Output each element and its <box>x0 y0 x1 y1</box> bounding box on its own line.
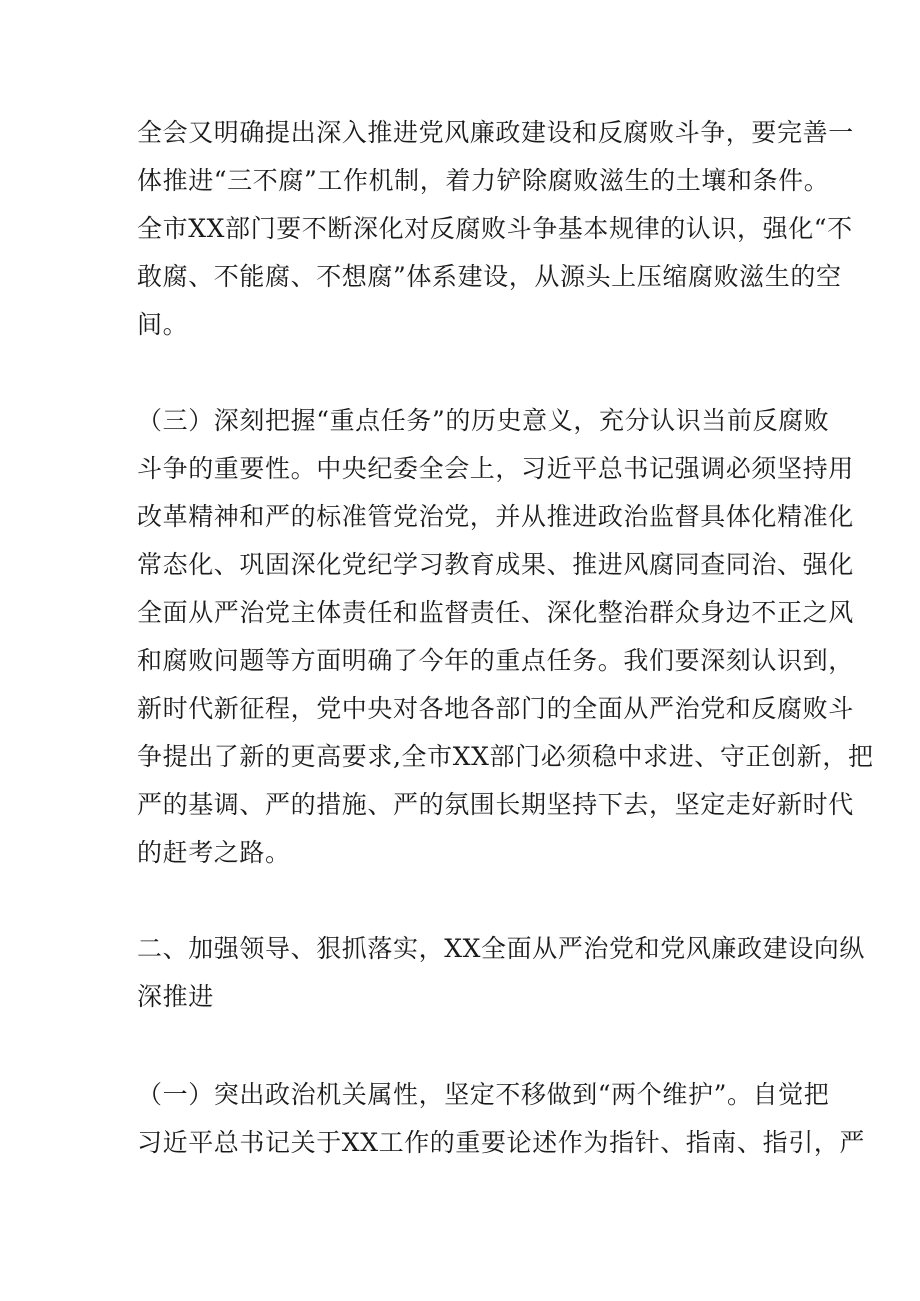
paragraph-3-line-1: （一）突出政治机关属性，坚定不移做到“两个维护”。自觉把 <box>137 1080 830 1109</box>
paragraph-2-line-6: 和腐败问题等方面明确了今年的重点任务。我们要深刻认识到， <box>137 646 854 675</box>
paragraph-2-line-2: 斗争的重要性。中央纪委全会上，习近平总书记强调必须坚持用 <box>137 454 854 483</box>
paragraph-1-line-3: 全市XX部门要不断深化对反腐败斗争基本规律的认识，强化“不 <box>137 214 853 243</box>
paragraph-2-line-10: 的赶考之路。 <box>137 838 291 867</box>
paragraph-1-line-1: 全会又明确提出深入推进党风廉政建设和反腐败斗争，要完善一 <box>137 118 854 147</box>
section-heading-line-1: 二、加强领导、狠抓落实，XX全面从严治党和党风廉政建设向纵 <box>137 934 865 963</box>
section-heading-line-2: 深推进 <box>137 982 214 1011</box>
paragraph-1-line-2: 体推进“三不腐”工作机制，着力铲除腐败滋生的土壤和条件。 <box>137 166 830 195</box>
paragraph-2-line-1: （三）深刻把握“重点任务”的历史意义，充分认识当前反腐败 <box>137 406 830 435</box>
paragraph-3-line-2: 习近平总书记关于XX工作的重要论述作为指针、指南、指引，严 <box>137 1128 865 1157</box>
paragraph-2-line-3: 改革精神和严的标准管党治党，并从推进政治监督具体化精准化 <box>137 502 854 531</box>
paragraph-1-line-4: 敢腐、不能腐、不想腐”体系建设，从源头上压缩腐败滋生的空 <box>137 262 842 291</box>
paragraph-1-line-5: 间。 <box>137 310 189 339</box>
paragraph-2-line-9: 严的基调、严的措施、严的氛围长期坚持下去，坚定走好新时代 <box>137 790 854 819</box>
paragraph-2-line-4: 常态化、巩固深化党纪学习教育成果、推进风腐同查同治、强化 <box>137 550 854 579</box>
paragraph-2-line-8: 争提出了新的更高要求,全市XX部门必须稳中求进、守正创新，把 <box>137 742 874 771</box>
paragraph-2-line-5: 全面从严治党主体责任和监督责任、深化整治群众身边不正之风 <box>137 598 854 627</box>
paragraph-2-line-7: 新时代新征程，党中央对各地各部门的全面从严治党和反腐败斗 <box>137 694 854 723</box>
